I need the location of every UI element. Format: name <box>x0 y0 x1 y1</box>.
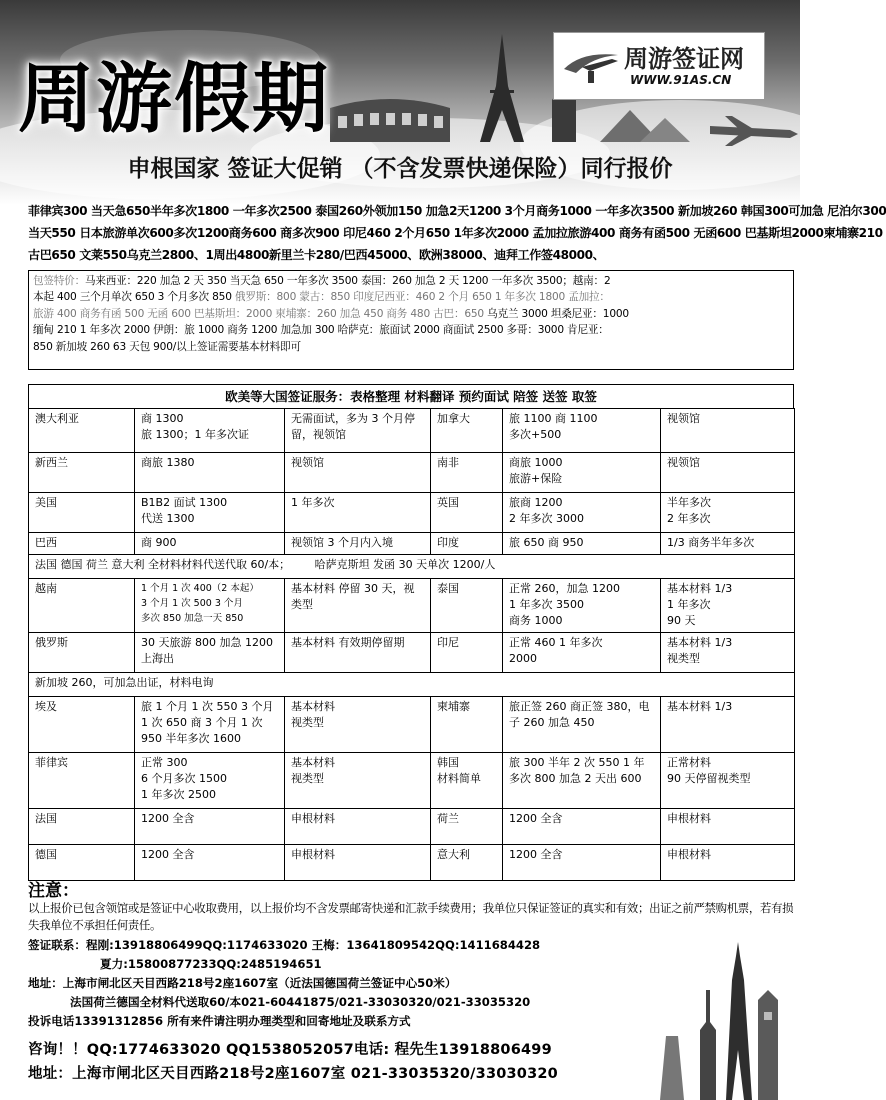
price-cell: 1200 全含 <box>135 809 285 845</box>
wide-note-cell: 新加坡 260，可加急出证，材料电询 <box>29 673 795 697</box>
footer-consult: 咨询！！QQ:1774633020 QQ1538052057电话: 程先生13918806499 <box>28 1042 552 1058</box>
note-cell: 基本材料 视类型 <box>285 697 431 753</box>
site-logo <box>553 32 765 100</box>
price-cell: 商旅 1380 <box>135 453 285 493</box>
landmarks-corner-illustration <box>640 940 800 1100</box>
note-cell: 申根材料 <box>661 809 795 845</box>
note-cell: 视领馆 <box>661 409 795 453</box>
table-row <box>29 453 795 493</box>
country-cell: 英国 <box>431 493 503 533</box>
address-line: 地址：上海市闸北区天目西路218号2座1607室（近法国德国荷兰签证中心50米） <box>28 976 457 990</box>
package-line: 850 新加坡 260 63 天包 900/以上签证需要基本材料即可 <box>33 340 301 353</box>
country-cell: 泰国 <box>431 579 503 633</box>
intro-line: 菲律宾300 当天急650半年多次1800 一年多次2500 泰国260外领加150 加急2天1200 3个月商务1000 一年多次3500 新加坡260 韩国300可加急 尼泊尔300 <box>28 204 886 218</box>
price-cell: 正常 260，加急 1200 1 年多次 3500 商务 1000 <box>503 579 661 633</box>
brand-title: 周游假期 <box>18 54 330 143</box>
country-cell: 加拿大 <box>431 409 503 453</box>
package-label: 包签特价： <box>33 275 85 287</box>
country-cell: 俄罗斯 <box>29 633 135 673</box>
table-row <box>29 809 795 845</box>
package-line: 旅游 400 商务有函 500 无函 600 巴基斯坦：2000 柬埔寨：260 加急 450 商务 480 古巴：650 乌克兰 3000 坦桑尼亚：1000 <box>33 307 629 320</box>
services-heading: 欧美等大国签证服务：表格整理 材料翻译 预约面试 陪签 送签 取签 <box>28 384 794 408</box>
complaint-line: 投诉电话13391312856 所有来件请注明办理类型和回寄地址及联系方式 <box>28 1014 411 1028</box>
price-cell: 旅 300 半年 2 次 550 1 年多次 800 加急 2 天出 600 <box>503 753 661 809</box>
headline: 申根国家 签证大促销 （不含发票快递保险）同行报价 <box>127 156 673 182</box>
price-cell: 商 1300 旅 1300；1 年多次证 <box>135 409 285 453</box>
country-cell: 印度 <box>431 533 503 555</box>
table-row <box>29 579 795 633</box>
country-cell: 德国 <box>29 845 135 881</box>
note-cell: 视领馆 <box>661 453 795 493</box>
note-cell: 基本材料 1/3 <box>661 697 795 753</box>
table-row <box>29 697 795 753</box>
logo-name: 周游签证网 <box>624 45 744 73</box>
note-cell: 申根材料 <box>285 845 431 881</box>
country-cell: 南非 <box>431 453 503 493</box>
note-cell: 视领馆 <box>285 453 431 493</box>
price-cell: 1200 全含 <box>503 809 661 845</box>
note-cell: 无需面试，多为 3 个月停留，视领馆 <box>285 409 431 453</box>
note-cell: 基本材料 有效期停留期 <box>285 633 431 673</box>
address-line: 法国荷兰德国全材料代送取60/本021-60441875/021-33030320/021-33035320 <box>70 995 531 1009</box>
note-cell: 1 年多次 <box>285 493 431 533</box>
contact-line: 签证联系：程刚:13918806499QQ:1174633020 王梅：13641809542QQ:1411684428 <box>28 938 541 952</box>
contact-line: 夏力:15800877233QQ:2485194651 <box>100 957 322 971</box>
note-cell: 基本材料 1/3 1 年多次 90 天 <box>661 579 795 633</box>
notice-title: 注意： <box>28 881 79 901</box>
price-cell: 商 900 <box>135 533 285 555</box>
price-cell: 30 天旅游 800 加急 1200 上海出 <box>135 633 285 673</box>
price-cell: B1B2 面试 1300 代送 1300 <box>135 493 285 533</box>
table-row <box>29 409 795 453</box>
intro-line: 古巴650 文莱550乌克兰2800、1周出4800新里兰卡280/巴西45000、欧洲38000、迪拜工作签48000、 <box>28 248 605 262</box>
price-cell: 旅商 1200 2 年多次 3000 <box>503 493 661 533</box>
note-cell: 视领馆 3 个月内入境 <box>285 533 431 555</box>
price-cell: 旅 1100 商 1100 多次+500 <box>503 409 661 453</box>
country-cell: 美国 <box>29 493 135 533</box>
table-row <box>29 753 795 809</box>
price-cell: 1200 全含 <box>135 845 285 881</box>
note-cell: 基本材料 1/3 视类型 <box>661 633 795 673</box>
price-cell: 商旅 1000 旅游+保险 <box>503 453 661 493</box>
price-cell: 1 个月 1 次 400（2 本起） 3 个月 1 次 500 3 个月 多次 850 加急一天 850 <box>135 579 285 633</box>
table-row <box>29 493 795 533</box>
country-cell: 荷兰 <box>431 809 503 845</box>
table-row <box>29 633 795 673</box>
country-cell: 新西兰 <box>29 453 135 493</box>
package-line: 缅甸 210 1 年多次 2000 伊朗：旅 1000 商务 1200 加急加 300 哈萨克：旅面试 2000 商面试 2500 多哥：3000 肯尼亚： <box>33 324 609 337</box>
country-cell: 越南 <box>29 579 135 633</box>
country-cell: 菲律宾 <box>29 753 135 809</box>
price-cell: 1200 全含 <box>503 845 661 881</box>
logo-url: WWW.91AS.CN <box>630 73 732 87</box>
country-cell: 法国 <box>29 809 135 845</box>
package-deals-box <box>28 270 794 370</box>
package-line: 本起 400 三个月单次 650 3 个月多次 850 俄罗斯：800 蒙古：850 印度尼西亚：460 2 个月 650 1 年多次 1800 孟加拉： <box>33 291 610 304</box>
price-cell: 旅 1 个月 1 次 550 3 个月 1 次 650 商 3 个月 1 次 950 半年多次 1600 <box>135 697 285 753</box>
footer-address: 地址：上海市闸北区天目西路218号2座1607室 021-33035320/33030320 <box>28 1066 558 1082</box>
price-cell: 旅 650 商 950 <box>503 533 661 555</box>
price-cell: 旅正签 260 商正签 380，电子 260 加急 450 <box>503 697 661 753</box>
note-cell: 基本材料 停留 30 天，视类型 <box>285 579 431 633</box>
country-cell: 印尼 <box>431 633 503 673</box>
airplane-logo-icon <box>562 45 622 85</box>
note-cell: 申根材料 <box>285 809 431 845</box>
note-cell: 1/3 商务半年多次 <box>661 533 795 555</box>
country-cell: 巴西 <box>29 533 135 555</box>
note-cell: 正常材料 90 天停留视类型 <box>661 753 795 809</box>
intro-price-list <box>28 200 886 266</box>
note-cell: 申根材料 <box>661 845 795 881</box>
country-cell: 意大利 <box>431 845 503 881</box>
price-cell: 正常 300 6 个月多次 1500 1 年多次 2500 <box>135 753 285 809</box>
table-row <box>29 533 795 555</box>
note-cell: 基本材料 视类型 <box>285 753 431 809</box>
country-cell: 澳大利亚 <box>29 409 135 453</box>
package-line: 包签特价：马来西亚：220 加急 2 天 350 当天急 650 一年多次 3500 泰国：260 加急 2 天 1200 一年多次 3500；越南：2 <box>33 275 611 287</box>
wide-note-cell: 法国 德国 荷兰 意大利 全材料材料代送代取 60/本； 哈萨克斯坦 发函 30 天单次 1200/人 <box>29 555 795 579</box>
intro-line: 当天550 日本旅游单次600多次1200商务600 商多次900 印尼460 2个月650 1年多次2000 孟加拉旅游400 商务有函500 无函600 巴基斯坦2000柬埔寨210 <box>28 226 883 240</box>
note-cell: 半年多次 2 年多次 <box>661 493 795 533</box>
price-cell: 正常 460 1 年多次 2000 <box>503 633 661 673</box>
notice-text: 以上报价已包含领馆或是签证中心收取费用，以上报价均不含发票邮寄快递和汇款手续费用；我单位只保证签证的真实和有效；出证之前严禁购机票，若有损失我单位不承担任何责任。 <box>28 901 794 932</box>
visa-price-table <box>28 408 795 881</box>
table-row <box>29 845 795 881</box>
country-cell: 柬埔寨 <box>431 697 503 753</box>
table-row <box>29 673 795 697</box>
table-row <box>29 555 795 579</box>
country-cell: 埃及 <box>29 697 135 753</box>
country-cell: 韩国 材料简单 <box>431 753 503 809</box>
